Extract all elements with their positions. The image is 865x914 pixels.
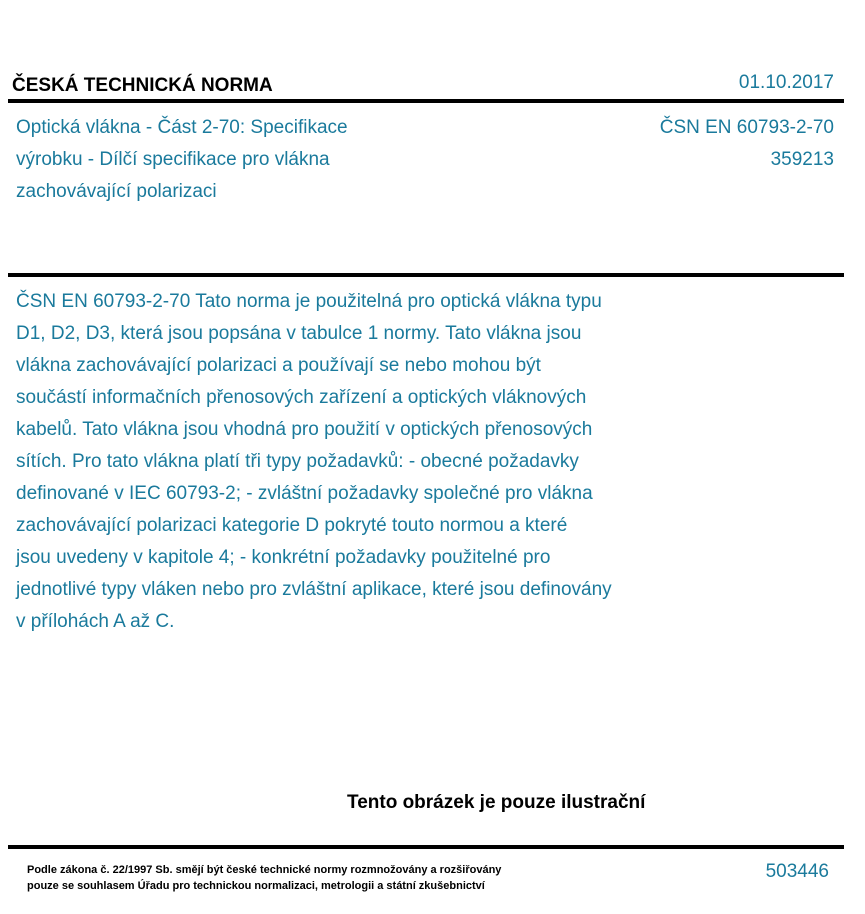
standard-title (16, 112, 436, 208)
abstract-line: definované v IEC 60793-2; - zvláštní požadavky společné pro vlákna (16, 483, 593, 504)
standard-designation: ČSN EN 60793-2-70 (659, 117, 834, 138)
abstract-line: jsou uvedeny v kapitole 4; - konkrétní požadavky použitelné pro (16, 547, 551, 568)
catalog-number: 503446 (765, 861, 829, 882)
legal-notice-line: Podle zákona č. 22/1997 Sb. smějí být české technické normy rozmnožovány a rozšiřovány (27, 864, 502, 876)
footer-divider (8, 845, 844, 849)
abstract-text (16, 286, 706, 638)
standard-title-line: výrobku - Dílčí specifikace pro vlákna (16, 149, 330, 170)
document-header-title: ČESKÁ TECHNICKÁ NORMA (12, 75, 273, 96)
abstract-line: ČSN EN 60793-2-70 Tato norma je použitelná pro optická vlákna typu (16, 291, 602, 312)
legal-notice (27, 862, 501, 894)
abstract-line: v přílohách A až C. (16, 611, 175, 632)
issue-date: 01.10.2017 (738, 72, 834, 93)
header-divider (8, 99, 844, 103)
standard-identifiers (660, 112, 834, 176)
abstract-line: součástí informačních přenosových zařízení a optických vláknových (16, 387, 587, 408)
abstract-line: D1, D2, D3, která jsou popsána v tabulce 1 normy. Tato vlákna jsou (16, 323, 582, 344)
standard-title-line: zachovávající polarizaci (16, 181, 217, 202)
class-number: 359213 (770, 149, 834, 170)
abstract-line: jednotlivé typy vláken nebo pro zvláštní aplikace, které jsou definovány (16, 579, 612, 600)
abstract-line: sítích. Pro tato vlákna platí tři typy požadavků: - obecné požadavky (16, 451, 579, 472)
illustrative-notice: Tento obrázek je pouze ilustrační (347, 792, 646, 813)
standard-title-line: Optická vlákna - Část 2-70: Specifikace (16, 117, 348, 138)
abstract-line: zachovávající polarizaci kategorie D pokryté touto normou a které (16, 515, 568, 536)
section-divider (8, 273, 844, 277)
abstract-line: vlákna zachovávající polarizaci a používají se nebo mohou být (16, 355, 541, 376)
legal-notice-line: pouze se souhlasem Úřadu pro technickou normalizaci, metrologii a státní zkušebnictví (27, 880, 485, 892)
abstract-line: kabelů. Tato vlákna jsou vhodná pro použití v optických přenosových (16, 419, 593, 440)
